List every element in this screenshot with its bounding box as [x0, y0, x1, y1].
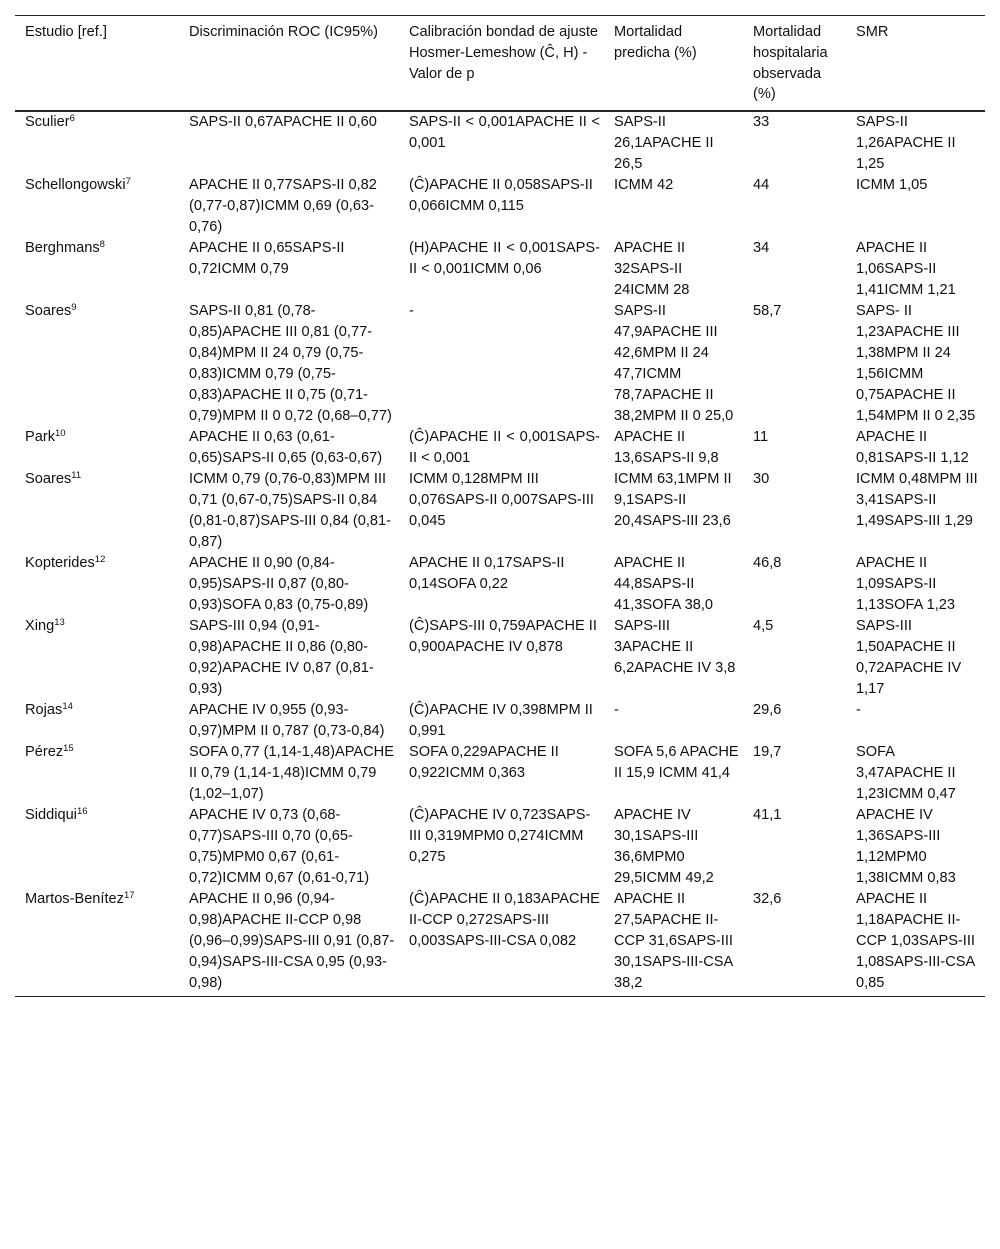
- cell-study: Berghmans$^8$: [25, 239, 105, 257]
- ref-superscript: 6: [69, 113, 75, 125]
- cell-predicted: APACHE II 44,8SAPS-II 41,3SOFA 38,0: [614, 555, 713, 614]
- cell-calibration: ICMM 0,128MPM III 0,076SAPS-II 0,007SAPS-III 0,045: [409, 471, 594, 530]
- table-row: [15, 175, 985, 238]
- ref-superscript: 9: [71, 302, 77, 314]
- cell-predicted: SAPS-II 47,9APACHE III 42,6MPM II 24 47,7ICMM 78,7APACHE II 38,2MPM II 0 25,0: [614, 303, 734, 425]
- table-row: [15, 469, 985, 553]
- cell-calibration: SOFA 0,229APACHE II 0,922ICMM 0,363: [409, 744, 559, 782]
- cell-observed: 11: [753, 429, 769, 446]
- ref-superscript: 14: [62, 701, 73, 713]
- cell-predicted: APACHE II 27,5APACHE II-CCP 31,6SAPS-III 30,1SAPS-III-CSA 38,2: [604, 889, 743, 997]
- table-row: [15, 700, 985, 742]
- cell-predicted: ICMM 42: [614, 177, 674, 194]
- results-table: [15, 15, 985, 997]
- cell-study: Martos-Benítez$^{17}$: [15, 889, 179, 997]
- header-study: Estudio [ref.]: [15, 16, 179, 112]
- cell-study: Schellongowski$^7$: [25, 176, 131, 194]
- cell-smr: ICMM 0,48MPM III 3,41SAPS-II 1,49SAPS-III 1,29: [856, 471, 978, 530]
- cell-predicted: APACHE II 13,6SAPS-II 9,8: [614, 429, 719, 467]
- table-row: [15, 238, 985, 301]
- cell-observed: 30: [753, 471, 770, 488]
- cell-calibration: -: [409, 303, 414, 320]
- header-smr: SMR: [846, 16, 985, 112]
- cell-predicted: SAPS-II 26,1APACHE II 26,5: [614, 114, 714, 173]
- ref-superscript: 7: [125, 176, 131, 188]
- cell-roc: APACHE II 0,63 (0,61-0,65)SAPS-II 0,65 (0,63-0,67): [189, 429, 383, 467]
- table-row: [15, 427, 985, 469]
- cell-study: Pérez$^{15}$: [25, 743, 74, 761]
- cell-predicted: SOFA 5,6 APACHE II 15,9 ICMM 41,4: [614, 744, 739, 782]
- cell-roc: APACHE IV 0,955 (0,93-0,97)MPM II 0,787 (0,73-0,84): [189, 702, 385, 740]
- cell-roc: SOFA 0,77 (1,14-1,48)APACHE II 0,79 (1,14-1,48)ICMM 0,79 (1,02–1,07): [189, 744, 394, 803]
- cell-smr: SAPS-III 1,50APACHE II 0,72APACHE IV 1,17: [856, 618, 962, 698]
- table-row: [15, 301, 985, 427]
- cell-calibration: (Ĉ)APACHE IV 0,723SAPS-III 0,319MPM0 0,274ICMM 0,275: [409, 807, 591, 866]
- cell-study: Soares$^9$: [25, 302, 77, 320]
- cell-observed: 33: [753, 114, 770, 131]
- ref-superscript: 13: [54, 617, 65, 629]
- cell-smr: APACHE IV 1,36SAPS-III 1,12MPM0 1,38ICMM 0,83: [856, 807, 956, 887]
- cell-study: Rojas$^{14}$: [25, 701, 73, 719]
- cell-smr: APACHE II 1,18APACHE II-CCP 1,03SAPS-III 1,08SAPS-III-CSA 0,85: [846, 889, 985, 997]
- cell-roc: SAPS-II 0,67APACHE II 0,60: [189, 114, 377, 131]
- cell-calibration: SAPS-II < 0,001APACHE II < 0,001: [409, 114, 600, 152]
- cell-smr: -: [856, 702, 861, 719]
- cell-roc: APACHE II 0,90 (0,84-0,95)SAPS-II 0,87 (0,80-0,93)SOFA 0,83 (0,75-0,89): [189, 555, 369, 614]
- table-row: [15, 889, 985, 997]
- cell-smr: APACHE II 1,09SAPS-II 1,13SOFA 1,23: [856, 555, 955, 614]
- header-calibration: Calibración bondad de ajuste Hosmer-Lemeshow (Ĉ, H) - Valor de p: [399, 16, 604, 112]
- cell-observed: 32,6: [743, 889, 846, 997]
- ref-superscript: 16: [76, 806, 88, 818]
- ref-superscript: 11: [71, 470, 82, 482]
- cell-smr: SAPS-II 1,26APACHE II 1,25: [856, 114, 956, 173]
- cell-calibration: (Ĉ)APACHE IV 0,398MPM II 0,991: [409, 702, 593, 740]
- table-row: [15, 553, 985, 616]
- cell-roc: SAPS-II 0,81 (0,78-0,85)APACHE III 0,81 (0,77-0,84)MPM II 24 0,79 (0,75-0,83)ICMM 0,79 (0,75-0,83)APACHE II 0,75 (0,71-0,79)MPM II 0 0,72 (0,68–0,77): [189, 303, 392, 425]
- cell-smr: ICMM 1,05: [856, 177, 928, 194]
- cell-predicted: -: [614, 702, 619, 719]
- cell-calibration: (Ĉ)APACHE II 0,183APACHE II-CCP 0,272SAPS-III 0,003SAPS-III-CSA 0,082: [399, 889, 604, 997]
- cell-smr: APACHE II 1,06SAPS-II 1,41ICMM 1,21: [856, 240, 956, 299]
- table-row: [15, 742, 985, 805]
- ref-superscript: 10: [55, 428, 66, 440]
- cell-roc: ICMM 0,79 (0,76-0,83)MPM III 0,71 (0,67-0,75)SAPS-II 0,84 (0,81-0,87)SAPS-III 0,84 (0,81-0,87): [189, 471, 391, 551]
- ref-superscript: 17: [123, 890, 135, 902]
- cell-observed: 41,1: [753, 807, 782, 824]
- cell-observed: 44: [753, 177, 770, 194]
- cell-calibration: (Ĉ)APACHE II 0,058SAPS-II 0,066ICMM 0,115: [409, 177, 593, 215]
- cell-study: Siddiqui$^{16}$: [25, 806, 88, 824]
- cell-roc: APACHE IV 0,73 (0,68-0,77)SAPS-III 0,70 (0,65-0,75)MPM0 0,67 (0,61-0,72)ICMM 0,67 (0,61-0,71): [189, 807, 370, 887]
- cell-study: Xing$^{13}$: [25, 617, 65, 635]
- cell-predicted: ICMM 63,1MPM II 9,1SAPS-II 20,4SAPS-III 23,6: [614, 471, 732, 530]
- cell-calibration: APACHE II 0,17SAPS-II 0,14SOFA 0,22: [409, 555, 565, 593]
- cell-calibration: (H)APACHE II < 0,001SAPS-II < 0,001ICMM 0,06: [409, 240, 600, 278]
- cell-observed: 58,7: [753, 303, 782, 320]
- cell-study: Kopterides$^{12}$: [25, 554, 106, 572]
- table-row: [15, 616, 985, 700]
- cell-observed: 34: [753, 240, 770, 257]
- cell-roc: APACHE II 0,96 (0,94-0,98)APACHE II-CCP 0,98 (0,96–0,99)SAPS-III 0,91 (0,87-0,94)SAPS-III-CSA 0,95 (0,93-0,98): [179, 889, 399, 997]
- ref-superscript: 15: [63, 743, 74, 755]
- cell-observed: 46,8: [753, 555, 782, 572]
- cell-observed: 4,5: [753, 618, 774, 635]
- ref-superscript: 8: [99, 239, 105, 251]
- cell-predicted: APACHE IV 30,1SAPS-III 36,6MPM0 29,5ICMM 49,2: [614, 807, 714, 887]
- header-observed-mortality: Mortalidad hospitalaria observada (%): [743, 16, 846, 112]
- table-row: [15, 111, 985, 175]
- cell-smr: APACHE II 0,81SAPS-II 1,12: [856, 429, 969, 467]
- cell-roc: SAPS-III 0,94 (0,91-0,98)APACHE II 0,86 (0,80-0,92)APACHE IV 0,87 (0,81-0,93): [189, 618, 374, 698]
- header-row: [15, 16, 985, 112]
- cell-smr: SOFA 3,47APACHE II 1,23ICMM 0,47: [856, 744, 956, 803]
- cell-calibration: (Ĉ)APACHE II < 0,001SAPS-II < 0,001: [409, 429, 600, 467]
- cell-roc: APACHE II 0,77SAPS-II 0,82 (0,77-0,87)ICMM 0,69 (0,63-0,76): [189, 177, 377, 236]
- cell-predicted: SAPS-III 3APACHE II 6,2APACHE IV 3,8: [614, 618, 736, 677]
- cell-study: Soares$^{11}$: [25, 470, 82, 488]
- cell-predicted: APACHE II 32SAPS-II 24ICMM 28: [614, 240, 690, 299]
- cell-smr: SAPS- II 1,23APACHE III 1,38MPM II 24 1,56ICMM 0,75APACHE II 1,54MPM II 0 2,35: [856, 303, 976, 425]
- cell-study: Sculier$^6$: [25, 113, 75, 131]
- cell-calibration: (Ĉ)SAPS-III 0,759APACHE II 0,900APACHE IV 0,878: [409, 618, 597, 656]
- cell-observed: 19,7: [753, 744, 782, 761]
- header-roc: Discriminación ROC (IC95%): [179, 16, 399, 112]
- table-row: [15, 805, 985, 889]
- header-predicted-mortality: Mortalidad predicha (%): [604, 16, 743, 112]
- cell-observed: 29,6: [753, 702, 782, 719]
- cell-study: Park$^{10}$: [25, 428, 66, 446]
- ref-superscript: 12: [94, 554, 106, 566]
- cell-roc: APACHE II 0,65SAPS-II 0,72ICMM 0,79: [189, 240, 345, 278]
